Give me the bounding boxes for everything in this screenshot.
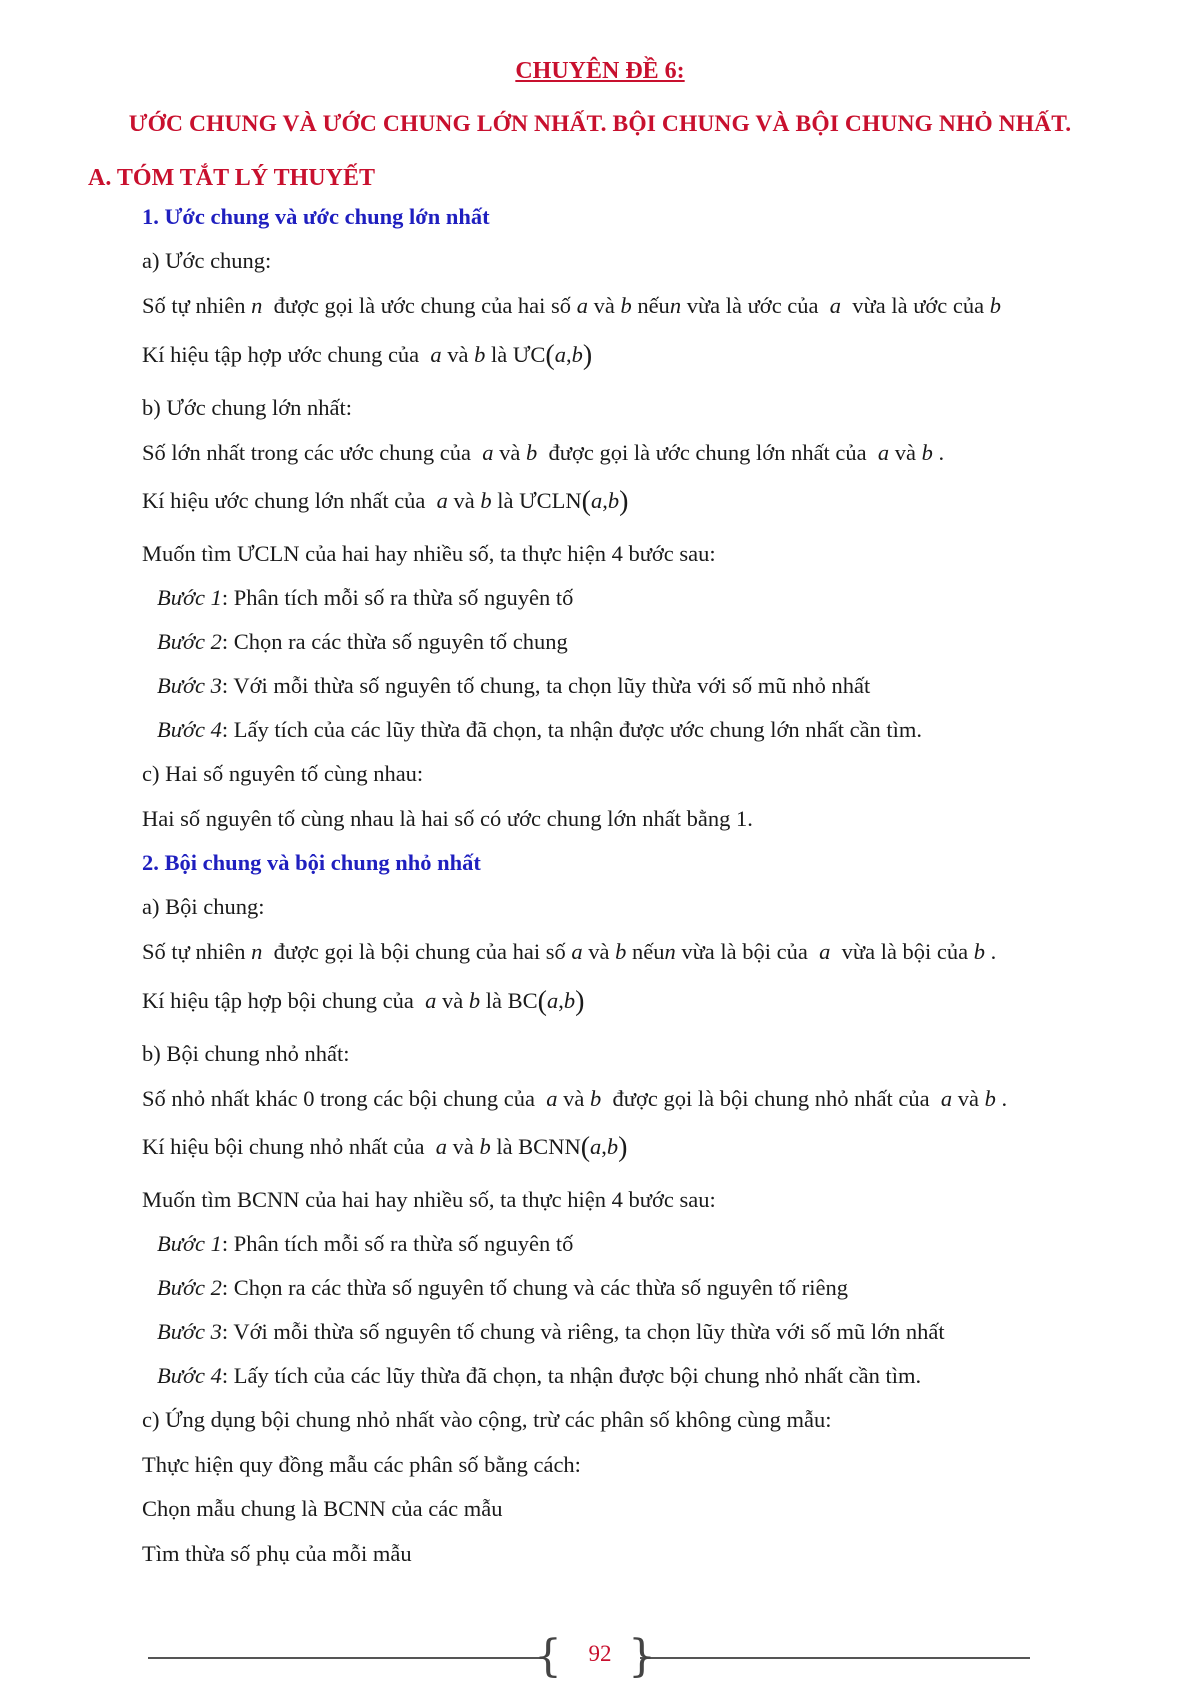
footer-rule-right (640, 1657, 1030, 1659)
part1-step-2: Bước 2: Chọn ra các thừa số nguyên tố chung (157, 629, 568, 654)
part1-step-3: Bước 3: Với mỗi thừa số nguyên tố chung, ta chọn lũy thừa với số mũ nhỏ nhất (157, 673, 871, 698)
part1-sym: Kí hiệu tập hợp ước chung của a và b là ƯC(a,b) (142, 340, 593, 371)
part1-c-label: c) Hai số nguyên tố cùng nhau: (142, 761, 424, 786)
part1-a-label: a) Ước chung: (142, 248, 272, 273)
part2-step-3: Bước 3: Với mỗi thừa số nguyên tố chung và riêng, ta chọn lũy thừa với số mũ lớn nhất (157, 1319, 945, 1344)
footer-brace-left-icon: { (534, 1631, 562, 1682)
part2-a-label: a) Bội chung: (142, 894, 265, 919)
part2-step-4: Bước 4: Lấy tích của các lũy thừa đã chọn, ta nhận được bội chung nhỏ nhất cần tìm. (157, 1363, 922, 1388)
section-a-heading: A. TÓM TẮT LÝ THUYẾT (88, 165, 375, 191)
part1-step-1: Bước 1: Phân tích mỗi số ra thừa số nguyên tố (157, 585, 574, 610)
part2-lcm-sym: Kí hiệu bội chung nhỏ nhất của a và b là BCNN(a,b) (142, 1132, 628, 1163)
chapter-subtitle: ƯỚC CHUNG VÀ ƯỚC CHUNG LỚN NHẤT. BỘI CHUNG VÀ BỘI CHUNG NHỎ NHẤT. (128, 111, 1072, 137)
part2-step-2: Bước 2: Chọn ra các thừa số nguyên tố chung và các thừa số nguyên tố riêng (157, 1275, 848, 1300)
part2-heading: 2. Bội chung và bội chung nhỏ nhất (142, 850, 481, 875)
part1-steps-intro: Muốn tìm ƯCLN của hai hay nhiều số, ta thực hiện 4 bước sau: (142, 541, 716, 566)
part1-heading: 1. Ước chung và ước chung lớn nhất (142, 204, 490, 229)
part2-sym: Kí hiệu tập hợp bội chung của a và b là BC(a,b) (142, 986, 585, 1017)
footer-rule-left (148, 1657, 545, 1659)
part2-app-2: Chọn mẫu chung là BCNN của các mẫu (142, 1496, 503, 1521)
part2-c-label: c) Ứng dụng bội chung nhỏ nhất vào cộng, trừ các phân số không cùng mẫu: (142, 1407, 832, 1432)
part2-def: Số tự nhiên n được gọi là bội chung của hai số a và b nếun vừa là bội của a vừa là bội của b . (142, 939, 997, 964)
part2-b-label: b) Bội chung nhỏ nhất: (142, 1041, 350, 1066)
part2-app-1: Thực hiện quy đồng mẫu các phân số bằng cách: (142, 1452, 581, 1477)
part1-step-4: Bước 4: Lấy tích của các lũy thừa đã chọn, ta nhận được ước chung lớn nhất cần tìm. (157, 717, 923, 742)
part2-app-3: Tìm thừa số phụ của mỗi mẫu (142, 1541, 412, 1566)
part1-def: Số tự nhiên n được gọi là ước chung của hai số a và b nếun vừa là ước của a vừa là ước của b (142, 293, 1002, 318)
page-number: 92 (588, 1641, 612, 1666)
chapter-title: CHUYÊN ĐỀ 6: (515, 58, 685, 84)
part1-gcd-sym: Kí hiệu ước chung lớn nhất của a và b là ƯCLN(a,b) (142, 486, 629, 517)
part1-gcd-def: Số lớn nhất trong các ước chung của a và b được gọi là ước chung lớn nhất của a và b . (142, 440, 945, 465)
part2-step-1: Bước 1: Phân tích mỗi số ra thừa số nguyên tố (157, 1231, 574, 1256)
part1-b-label: b) Ước chung lớn nhất: (142, 395, 352, 420)
part1-coprime-def: Hai số nguyên tố cùng nhau là hai số có ước chung lớn nhất bằng 1. (142, 806, 753, 831)
part2-lcm-def: Số nhỏ nhất khác 0 trong các bội chung của a và b được gọi là bội chung nhỏ nhất của a và b . (142, 1086, 1008, 1111)
part2-steps-intro: Muốn tìm BCNN của hai hay nhiều số, ta thực hiện 4 bước sau: (142, 1187, 716, 1212)
footer-brace-right-icon: } (628, 1631, 656, 1682)
